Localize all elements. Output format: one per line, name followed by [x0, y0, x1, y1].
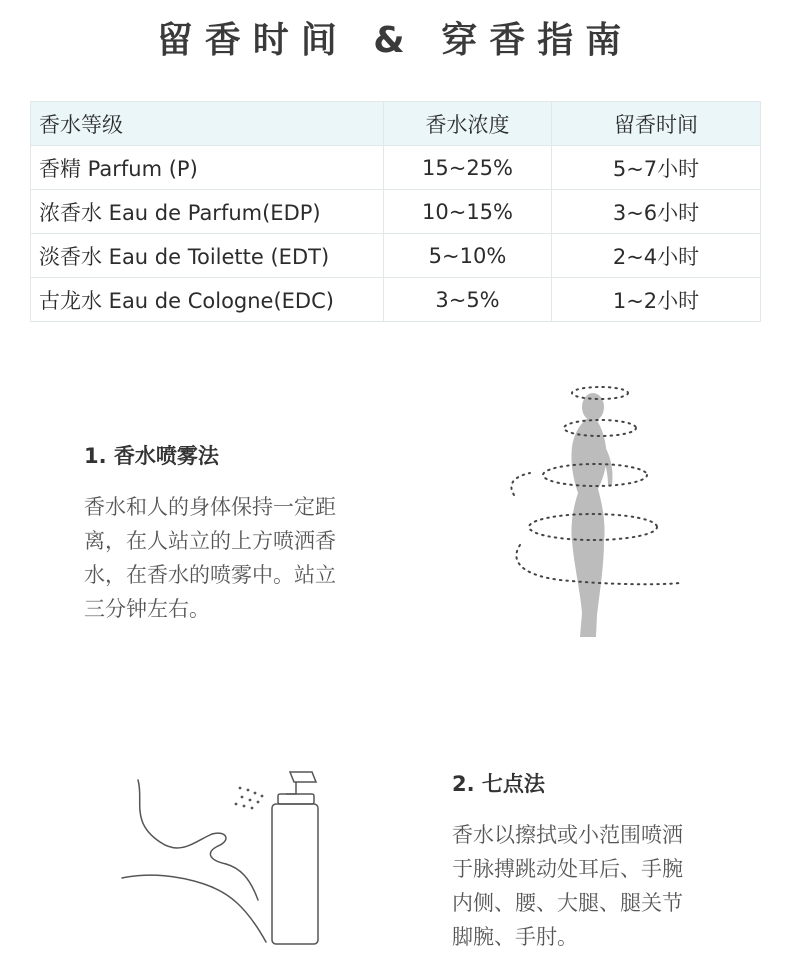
text-line: 香水和人的身体保持一定距: [84, 495, 336, 519]
spray-dots: [235, 787, 264, 810]
cell-duration: 3~6小时: [552, 190, 761, 234]
cell-concentration: 5~10%: [384, 234, 552, 278]
cell-concentration: 3~5%: [384, 278, 552, 322]
cell-concentration: 15~25%: [384, 146, 552, 190]
cell-duration: 1~2小时: [552, 278, 761, 322]
method-spray-text: [84, 490, 374, 626]
hand-spray-illustration: [100, 760, 340, 945]
text-line: 于脉搏跳动处耳后、手腕: [452, 857, 683, 881]
method-spray-heading: 1. 香水喷雾法: [84, 444, 219, 468]
table-row: [31, 190, 761, 234]
cell-grade: 香精 Parfum (P): [31, 146, 384, 190]
table-header-row: [31, 102, 761, 146]
text-line: 离，在人站立的上方喷洒香: [84, 529, 336, 553]
cell-concentration: 10~15%: [384, 190, 552, 234]
cell-duration: 2~4小时: [552, 234, 761, 278]
table-row: [31, 278, 761, 322]
table-row: [31, 234, 761, 278]
cell-grade: 淡香水 Eau de Toilette (EDT): [31, 234, 384, 278]
perfume-grade-table: [30, 101, 761, 322]
header-concentration: 香水浓度: [384, 102, 552, 146]
text-line: 脚腕、手肘。: [452, 925, 578, 949]
hand-icon: [122, 780, 266, 942]
table-row: [31, 146, 761, 190]
text-line: 内侧、腰、大腿、腿关节: [452, 891, 683, 915]
cell-grade: 古龙水 Eau de Cologne(EDC): [31, 278, 384, 322]
cell-grade: 浓香水 Eau de Parfum(EDP): [31, 190, 384, 234]
cell-duration: 5~7小时: [552, 146, 761, 190]
page-title: 留香时间 & 穿香指南: [156, 20, 634, 61]
method-spray: [84, 440, 374, 626]
woman-spray-illustration: [500, 385, 690, 650]
header-grade: 香水等级: [31, 102, 384, 146]
method-seven-points-heading: 2. 七点法: [452, 772, 545, 796]
text-line: 水，在香水的喷雾中。站立: [84, 563, 336, 587]
text-line: 香水以擦拭或小范围喷洒: [452, 823, 683, 847]
header-duration: 留香时间: [552, 102, 761, 146]
method-seven-points: [452, 768, 742, 954]
spray-bottle-icon: [272, 772, 318, 944]
method-seven-points-text: [452, 818, 742, 954]
text-line: 三分钟左右。: [84, 597, 210, 621]
